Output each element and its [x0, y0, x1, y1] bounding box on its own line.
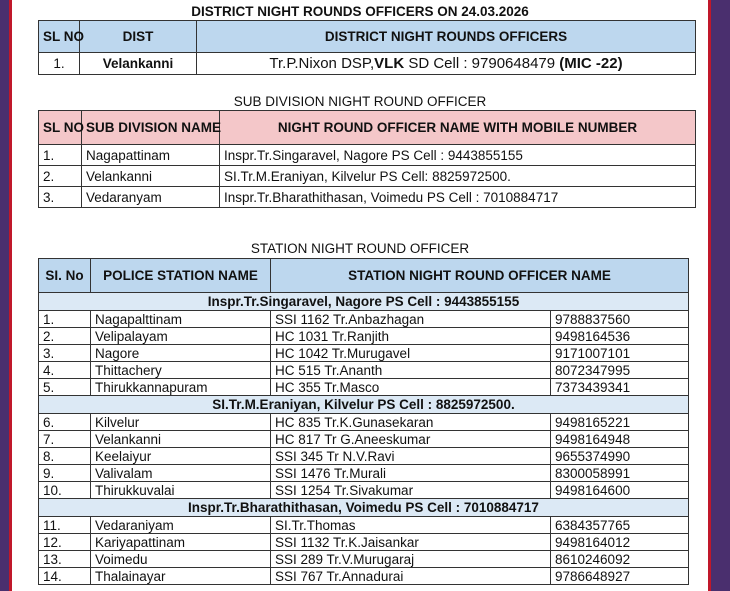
station-name: Nagore	[91, 345, 271, 362]
station-name: Thirukkannapuram	[91, 379, 271, 396]
station-officer: HC 355 Tr.Masco	[271, 379, 551, 396]
station-name: Velipalayam	[91, 328, 271, 345]
table-row	[39, 465, 689, 482]
subdivision-header-name: SUB DIVISION NAME	[82, 111, 220, 145]
station-sl: 5.	[39, 379, 91, 396]
station-officer: SSI 767 Tr.Annadurai	[271, 568, 551, 585]
station-phone: 9498164600	[551, 482, 689, 499]
district-table	[38, 20, 696, 75]
station-sl: 9.	[39, 465, 91, 482]
subdivision-officer: Inspr.Tr.Bharathithasan, Voimedu PS Cell : 7010884717	[220, 187, 696, 208]
station-name: Velankanni	[91, 431, 271, 448]
table-row	[39, 448, 689, 465]
table-row	[39, 482, 689, 499]
station-sl: 2.	[39, 328, 91, 345]
subdivision-name: Vedaranyam	[82, 187, 220, 208]
table-row	[39, 414, 689, 431]
subdivision-officer: Inspr.Tr.Singaravel, Nagore PS Cell : 9443855155	[220, 145, 696, 166]
subdivision-header-sl: SL NO	[39, 111, 82, 145]
district-sl: 1.	[39, 53, 80, 75]
subdivision-table	[38, 110, 696, 208]
table-row	[39, 551, 689, 568]
station-officer: SSI 1162 Tr.Anbazhagan	[271, 311, 551, 328]
group-officer-heading: SI.Tr.M.Eraniyan, Kilvelur PS Cell : 8825972500.	[39, 396, 689, 414]
station-phone: 9498164012	[551, 534, 689, 551]
district-name: Velankanni	[80, 53, 197, 75]
station-sl: 4.	[39, 362, 91, 379]
station-phone: 7373439341	[551, 379, 689, 396]
table-row	[39, 362, 689, 379]
station-sl: 3.	[39, 345, 91, 362]
station-name: Nagapalttinam	[91, 311, 271, 328]
table-row	[39, 311, 689, 328]
station-phone: 8300058991	[551, 465, 689, 482]
station-phone: 8072347995	[551, 362, 689, 379]
group-row	[39, 499, 689, 517]
station-sl: 8.	[39, 448, 91, 465]
district-officer: Tr.P.Nixon DSP,VLK SD Cell : 9790648479 (MIC -22)	[197, 53, 696, 75]
table-row	[39, 166, 696, 187]
station-name: Kilvelur	[91, 414, 271, 431]
station-phone: 9655374990	[551, 448, 689, 465]
table-row	[39, 568, 689, 585]
station-phone: 9788837560	[551, 311, 689, 328]
station-sl: 7.	[39, 431, 91, 448]
station-name: Voimedu	[91, 551, 271, 568]
subdivision-header-officer: NIGHT ROUND OFFICER NAME WITH MOBILE NUMBER	[220, 111, 696, 145]
station-phone: 9498164948	[551, 431, 689, 448]
station-header-sl: SI. No	[39, 259, 91, 293]
district-header-officers: DISTRICT NIGHT ROUNDS OFFICERS	[197, 21, 696, 53]
table-row	[39, 145, 696, 166]
station-sl: 13.	[39, 551, 91, 568]
station-sl: 10.	[39, 482, 91, 499]
station-phone: 9171007101	[551, 345, 689, 362]
subdivision-sl: 2.	[39, 166, 82, 187]
district-header-dist: DIST	[80, 21, 197, 53]
station-officer: SSI 1476 Tr.Murali	[271, 465, 551, 482]
station-officer: HC 817 Tr G.Aneeskumar	[271, 431, 551, 448]
station-sl: 6.	[39, 414, 91, 431]
group-row	[39, 293, 689, 311]
table-row	[39, 345, 689, 362]
station-officer: HC 835 Tr.K.Gunasekaran	[271, 414, 551, 431]
group-officer-heading: Inspr.Tr.Singaravel, Nagore PS Cell : 9443855155	[39, 293, 689, 311]
station-phone: 9498165221	[551, 414, 689, 431]
subdivision-section-title: SUB DIVISION NIGHT ROUND OFFICER	[233, 94, 487, 109]
station-phone: 9498164536	[551, 328, 689, 345]
station-officer: SSI 1254 Tr.Sivakumar	[271, 482, 551, 499]
station-officer: SSI 345 Tr N.V.Ravi	[271, 448, 551, 465]
station-name: Keelaiyur	[91, 448, 271, 465]
subdivision-sl: 1.	[39, 145, 82, 166]
station-name: Kariyapattinam	[91, 534, 271, 551]
station-section-title: STATION NIGHT ROUND OFFICER	[250, 241, 470, 256]
station-officer: HC 1042 Tr.Murugavel	[271, 345, 551, 362]
table-row	[39, 534, 689, 551]
subdivision-officer: SI.Tr.M.Eraniyan, Kilvelur PS Cell: 8825972500.	[220, 166, 696, 187]
subdivision-name: Velankanni	[82, 166, 220, 187]
table-row	[39, 328, 689, 345]
station-header-officer: STATION NIGHT ROUND OFFICER NAME	[271, 259, 689, 293]
group-officer-heading: Inspr.Tr.Bharathithasan, Voimedu PS Cell : 7010884717	[39, 499, 689, 517]
station-sl: 14.	[39, 568, 91, 585]
station-officer: HC 515 Tr.Ananth	[271, 362, 551, 379]
station-name: Valivalam	[91, 465, 271, 482]
station-name: Thalainayar	[91, 568, 271, 585]
station-table	[38, 258, 689, 585]
station-name: Vedaraniyam	[91, 517, 271, 534]
station-sl: 1.	[39, 311, 91, 328]
district-section-title: DISTRICT NIGHT ROUNDS OFFICERS ON 24.03.2026	[191, 4, 529, 19]
document-page	[9, 0, 711, 591]
station-officer: HC 1031 Tr.Ranjith	[271, 328, 551, 345]
subdivision-name: Nagapattinam	[82, 145, 220, 166]
station-sl: 11.	[39, 517, 91, 534]
table-row	[39, 431, 689, 448]
table-row	[39, 379, 689, 396]
station-header-name: POLICE STATION NAME	[91, 259, 271, 293]
district-header-sl: SL NO	[39, 21, 80, 53]
station-name: Thittachery	[91, 362, 271, 379]
station-phone: 6384357765	[551, 517, 689, 534]
table-row	[39, 53, 696, 75]
station-phone: 9786648927	[551, 568, 689, 585]
subdivision-sl: 3.	[39, 187, 82, 208]
station-officer: SI.Tr.Thomas	[271, 517, 551, 534]
station-officer: SSI 1132 Tr.K.Jaisankar	[271, 534, 551, 551]
station-officer: SSI 289 Tr.V.Murugaraj	[271, 551, 551, 568]
station-phone: 8610246092	[551, 551, 689, 568]
table-row	[39, 517, 689, 534]
station-sl: 12.	[39, 534, 91, 551]
group-row	[39, 396, 689, 414]
station-name: Thirukkuvalai	[91, 482, 271, 499]
table-row	[39, 187, 696, 208]
